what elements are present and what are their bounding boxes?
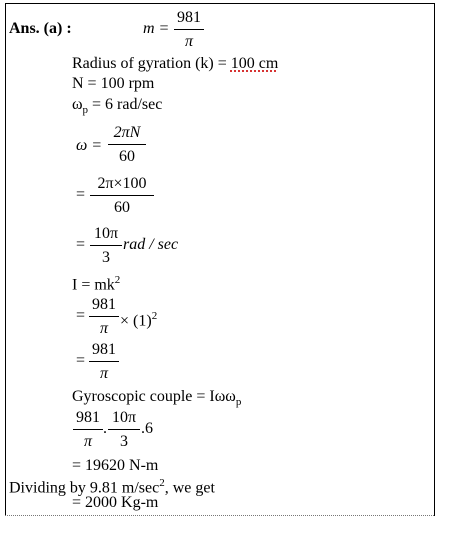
product-dot: .: [103, 420, 107, 437]
fraction-bar: [89, 316, 119, 317]
equals-sign: =: [76, 307, 86, 324]
product-tail: .6: [141, 420, 153, 437]
inertia1-numerator: 981: [92, 296, 116, 313]
step2-fraction: [90, 225, 122, 267]
inertia-formula: I = mk: [72, 276, 115, 294]
inertia1-exponent: 2: [151, 310, 158, 322]
fraction-bar: [90, 195, 154, 196]
step1-fraction: [90, 175, 154, 217]
inertia-definition: [72, 271, 120, 294]
radius-prefix: Radius of gyration (k) =: [72, 55, 231, 72]
mass-denominator: π: [184, 33, 193, 50]
inertia1-fraction: [89, 296, 119, 338]
gyroscopic-subscript: p: [235, 396, 242, 409]
step2-numerator: 10π: [93, 225, 119, 242]
omega-lhs: ω =: [76, 137, 103, 154]
step2-denominator: 3: [102, 249, 110, 266]
radius-value: 100 cm: [230, 55, 279, 72]
fraction-bar: [108, 429, 140, 430]
inertia2-fraction: [89, 341, 119, 383]
product-denominator-1: π: [83, 433, 92, 450]
step2-unit: rad / sec: [123, 236, 179, 253]
fraction-bar: [174, 29, 204, 30]
product-fraction-1: [73, 409, 103, 451]
step1-denominator: 60: [114, 199, 130, 216]
omega-subscript: p: [82, 104, 89, 117]
dividing-suffix: , we get: [164, 479, 215, 497]
answer-label: Ans. (a) :: [9, 20, 72, 37]
radius-line: [72, 55, 278, 73]
omega-fraction: [108, 124, 146, 166]
equals-sign: =: [76, 186, 86, 203]
inertia2-numerator: 981: [92, 341, 116, 358]
equals-sign: =: [76, 236, 86, 253]
final-result: = 2000 Kg-m: [72, 494, 159, 511]
couple-result: = 19620 N-m: [72, 457, 159, 474]
bottom-dotted-divider: [5, 515, 434, 516]
mass-fraction: [174, 9, 204, 51]
product-numerator-2: 10π: [111, 409, 137, 426]
inertia-exponent: 2: [114, 274, 121, 286]
omega-numerator: 2πN: [113, 124, 141, 141]
mass-lhs: m =: [143, 20, 170, 37]
inertia1-denominator: π: [99, 320, 108, 337]
speed-line: N = 100 rpm: [72, 75, 155, 92]
product-denominator-2: 3: [120, 433, 128, 450]
product-fraction-2: [108, 409, 140, 451]
answer-box: [5, 3, 435, 516]
omega-denominator: 60: [119, 148, 135, 165]
dividing-exponent: 2: [159, 477, 165, 489]
step1-numerator: 2π×100: [97, 175, 147, 192]
equals-sign: =: [76, 352, 86, 369]
fraction-bar: [90, 245, 122, 246]
gyroscopic-couple-line: [72, 388, 241, 411]
inertia2-denominator: π: [99, 365, 108, 382]
fraction-bar: [73, 429, 103, 430]
mass-numerator: 981: [177, 9, 201, 26]
inertia1-tail: [120, 307, 157, 330]
dividing-prefix: Dividing by 9.81 m/sec: [9, 479, 160, 497]
precession-line: [72, 96, 162, 119]
omega-symbol: ω: [72, 96, 83, 113]
gyroscopic-couple-formula: Gyroscopic couple = Iωω: [72, 388, 236, 405]
precession-value: = 6 rad/sec: [88, 96, 163, 113]
fraction-bar: [108, 144, 146, 145]
product-numerator-1: 981: [76, 409, 100, 426]
fraction-bar: [89, 361, 119, 362]
inertia1-factor: × (1): [120, 312, 152, 330]
